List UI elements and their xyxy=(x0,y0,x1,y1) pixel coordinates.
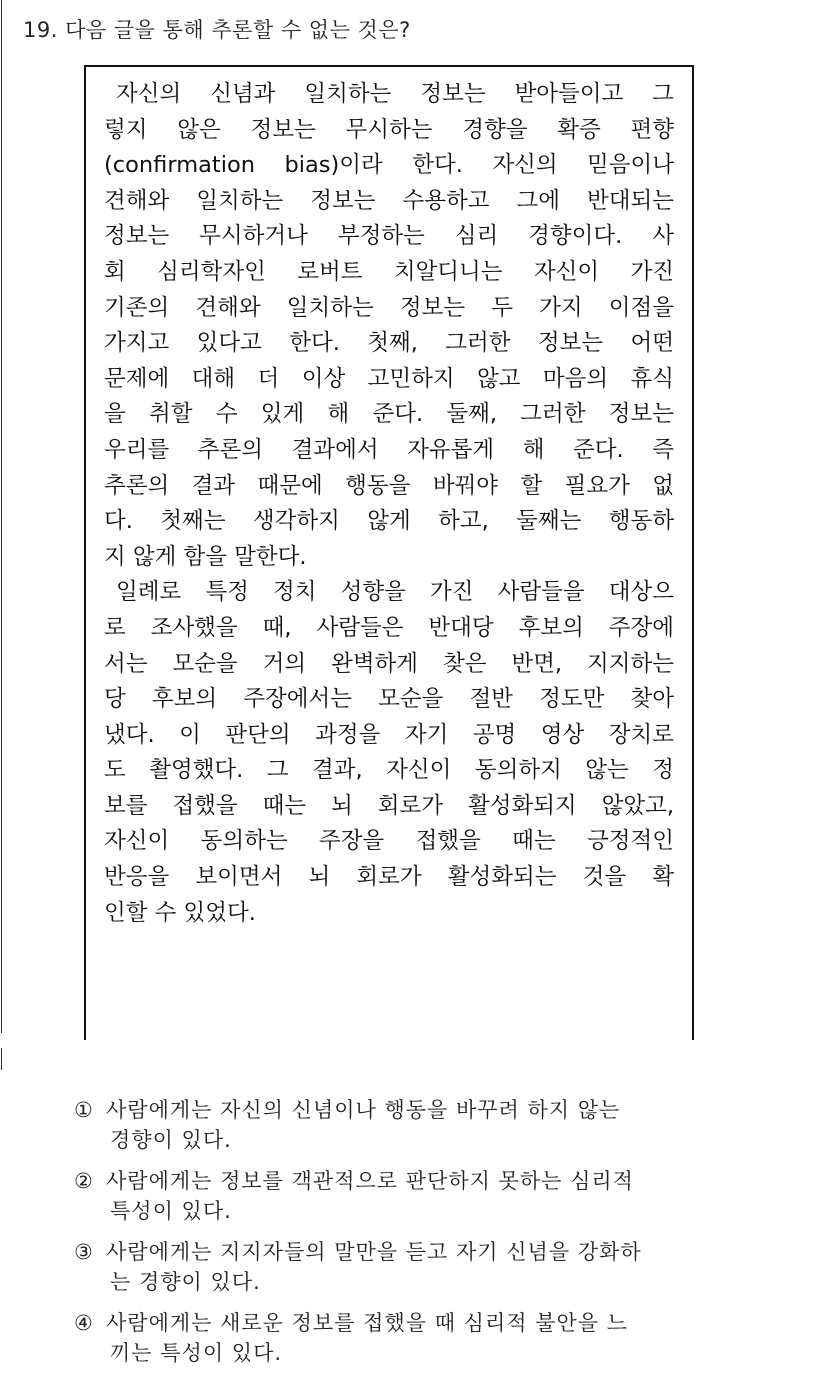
choice-2[interactable] xyxy=(74,1166,774,1226)
passage-line: 문제에 대해 더 이상 고민하지 않고 마음의 휴식 xyxy=(104,365,674,392)
answer-choices xyxy=(74,1095,774,1379)
passage-line: 기존의 견해와 일치하는 정보는 두 가지 이점을 xyxy=(104,294,674,321)
passage-line: 렇지 않은 정보는 무시하는 경향을 확증 편향 xyxy=(104,116,674,143)
choice-1[interactable] xyxy=(74,1095,774,1155)
choice-number: ① xyxy=(74,1098,94,1122)
passage-line: 가지고 있다고 한다. 첫째, 그러한 정보는 어떤 xyxy=(104,330,674,357)
passage-line: 자신이 동의하는 주장을 접했을 때는 긍정적인 xyxy=(104,828,674,855)
question-title: 19. 다음 글을 통해 추론할 수 없는 것은? xyxy=(23,18,411,42)
choice-4[interactable] xyxy=(74,1308,774,1368)
passage-line: 견해와 일치하는 정보는 수용하고 그에 반대되는 xyxy=(104,187,674,214)
left-margin-tick xyxy=(1,1048,2,1070)
choice-text-continued: 는 경향이 있다. xyxy=(110,1270,261,1294)
choice-text: 사람에게는 자신의 신념이나 행동을 바꾸려 하지 않는 xyxy=(106,1098,621,1122)
passage-line: 다. 첫째는 생각하지 않게 하고, 둘째는 행동하 xyxy=(104,508,674,535)
passage-line: 일례로 특정 정치 성향을 가진 사람들을 대상으 xyxy=(116,579,674,606)
passage-line: 도 촬영했다. 그 결과, 자신이 동의하지 않는 정 xyxy=(104,757,674,784)
choice-number: ④ xyxy=(74,1311,94,1335)
choice-3[interactable] xyxy=(74,1237,774,1297)
passage-line: 반응을 보이면서 뇌 회로가 활성화되는 것을 확 xyxy=(104,864,674,891)
choice-number: ② xyxy=(74,1169,94,1193)
passage-line: 인할 수 있었다. xyxy=(104,899,256,926)
choice-text-continued: 경향이 있다. xyxy=(110,1128,232,1152)
choice-number: ③ xyxy=(74,1240,94,1264)
passage-line: 회 심리학자인 로버트 치알디니는 자신이 가진 xyxy=(104,258,674,285)
passage-line: 냈다. 이 판단의 과정을 자기 공명 영상 장치로 xyxy=(104,721,674,748)
choice-text-continued: 특성이 있다. xyxy=(110,1199,232,1223)
passage-line: 추론의 결과 때문에 행동을 바꿔야 할 필요가 없 xyxy=(104,472,674,499)
passage-line: 정보는 무시하거나 부정하는 심리 경향이다. 사 xyxy=(104,223,674,250)
choice-text: 사람에게는 새로운 정보를 접했을 때 심리적 불안을 느 xyxy=(106,1311,629,1335)
passage-line: 보를 접했을 때는 뇌 회로가 활성화되지 않았고, xyxy=(104,792,674,819)
passage-text xyxy=(104,77,674,931)
passage-box xyxy=(84,65,694,1040)
choice-text-continued: 끼는 특성이 있다. xyxy=(110,1341,283,1365)
choice-text: 사람에게는 정보를 객관적으로 판단하지 못하는 심리적 xyxy=(106,1169,634,1193)
passage-line: 자신의 신념과 일치하는 정보는 받아들이고 그 xyxy=(116,81,674,107)
passage-line: 서는 모순을 거의 완벽하게 찾은 반면, 지지하는 xyxy=(104,650,674,677)
passage-line: 지 않게 함을 말한다. xyxy=(104,543,307,570)
passage-line: 로 조사했을 때, 사람들은 반대당 후보의 주장에 xyxy=(104,614,674,641)
passage-line: 을 취할 수 있게 해 준다. 둘째, 그러한 정보는 xyxy=(104,401,674,428)
passage-line: 우리를 추론의 결과에서 자유롭게 해 준다. 즉 xyxy=(104,436,674,463)
left-margin-rule xyxy=(1,0,2,1033)
passage-line: 당 후보의 주장에서는 모순을 절반 정도만 찾아 xyxy=(104,686,674,713)
passage-line: (confirmation bias)이라 한다. 자신의 믿음이나 xyxy=(104,152,674,179)
choice-text: 사람에게는 지지자들의 말만을 듣고 자기 신념을 강화하 xyxy=(106,1240,642,1264)
